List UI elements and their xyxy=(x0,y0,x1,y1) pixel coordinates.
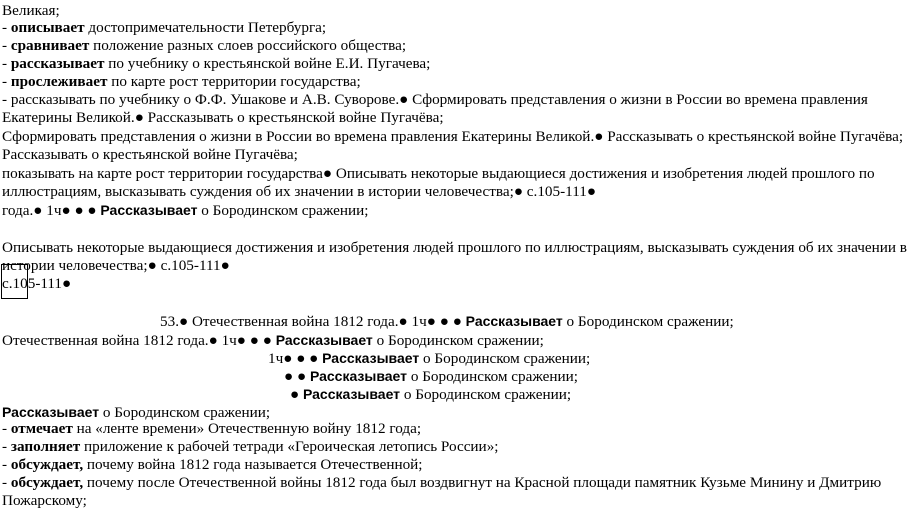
bold-verb: Рассказывает xyxy=(465,313,563,329)
text-line xyxy=(2,183,596,201)
bold-verb: Рассказывает xyxy=(302,386,401,402)
text-line xyxy=(2,201,368,220)
line-text: истории человечества;● с.105-111● xyxy=(2,257,230,274)
bold-verb: сравнивает xyxy=(10,37,90,54)
bold-verb: Рассказывает xyxy=(100,202,198,218)
line-text: 1ч● ● ● xyxy=(268,350,323,367)
line-text: Пожарскому; xyxy=(2,492,87,509)
line-text: о Бородинском сражении; xyxy=(400,386,572,403)
text-line xyxy=(2,91,868,109)
line-text: Великая; xyxy=(2,2,60,19)
text-line xyxy=(2,331,544,350)
line-text: о Бородинском сражении; xyxy=(562,313,734,330)
bold-verb: Рассказывает xyxy=(309,368,408,384)
text-line xyxy=(2,420,421,438)
text-line xyxy=(268,349,590,368)
text-line xyxy=(284,367,578,386)
text-line xyxy=(2,165,875,183)
dash: - xyxy=(2,37,11,54)
text-line xyxy=(2,37,406,55)
line-text: положение разных слоев российского общества; xyxy=(89,37,407,54)
text-line xyxy=(160,312,734,331)
line-text: достопримечательности Петербурга; xyxy=(84,19,327,36)
text-line xyxy=(2,492,87,510)
line-text: с.105-111● xyxy=(2,275,72,292)
line-text: о Бородинском сражении; xyxy=(372,332,544,349)
text-line xyxy=(2,55,430,73)
bold-verb: отмечает xyxy=(10,420,73,437)
line-text: ● xyxy=(290,386,303,403)
line-text: Описывать некоторые выдающиеся достижения и изобретения людей прошлого по иллюстрациям, высказывать суждения об их значении в xyxy=(2,239,907,256)
bold-verb: Рассказывает xyxy=(322,350,420,366)
line-text: иллюстрациям, высказывать суждения об их значении в истории человечества;● с.105-111● xyxy=(2,183,597,200)
text-line xyxy=(2,257,230,275)
empty-table-cell xyxy=(1,264,28,299)
text-line xyxy=(2,438,499,456)
bold-verb: прослеживает xyxy=(10,73,108,90)
line-text: показывать на карте рост территории государства● Описывать некоторые выдающиеся достижения и изобретения людей прошлого по xyxy=(2,165,875,182)
text-line xyxy=(2,146,298,164)
dash: - xyxy=(2,438,11,455)
text-line xyxy=(2,73,361,91)
bold-verb: рассказывает xyxy=(10,55,105,72)
dash: - xyxy=(2,19,11,36)
line-text: о Бородинском сражении; xyxy=(407,368,579,385)
line-text: приложение к рабочей тетради «Героическая летопись России»; xyxy=(80,438,499,455)
text-line xyxy=(2,19,326,37)
line-text: Рассказывать о крестьянской войне Пугачёва; xyxy=(2,146,298,163)
text-line xyxy=(2,474,881,492)
line-text: Екатерины Великой.● Рассказывать о крестьянской войне Пугачёва; xyxy=(2,109,444,126)
text-line xyxy=(290,385,571,404)
text-line xyxy=(2,239,907,257)
text-line xyxy=(2,456,423,474)
text-line xyxy=(2,128,903,146)
bold-verb: Рассказывает xyxy=(2,404,100,420)
line-text: ● ● xyxy=(284,368,310,385)
line-text: о Бородинском сражении; xyxy=(99,404,271,421)
dash: - xyxy=(2,456,11,473)
text-line xyxy=(2,109,444,127)
line-text: о Бородинском сражении; xyxy=(197,202,369,219)
line-text: о Бородинском сражении; xyxy=(419,350,591,367)
text-line xyxy=(2,2,60,20)
line-text: Сформировать представления о жизни в России во времена правления Екатерины Великой.● Рассказывать о крестьянской войне Пугачёва; xyxy=(2,128,904,145)
dash: - xyxy=(2,55,11,72)
line-text: года.● 1ч● ● ● xyxy=(2,202,101,219)
dash: - xyxy=(2,474,11,491)
dash: - xyxy=(2,73,11,90)
bold-verb: заполняет xyxy=(10,438,81,455)
line-text: на «ленте времени» Отечественную войну 1812 года; xyxy=(72,420,422,437)
line-text: 53.● Отечественная война 1812 года.● 1ч● ● ● xyxy=(160,313,466,330)
line-text: - рассказывать по учебнику о Ф.Ф. Ушакове и А.В. Суворове.● Сформировать представления о жизни в России во времена правления xyxy=(2,91,868,108)
dash: - xyxy=(2,420,11,437)
line-text: Отечественная война 1812 года.● 1ч● ● ● xyxy=(2,332,276,349)
line-text: почему война 1812 года называется Отечественной; xyxy=(83,456,423,473)
bold-verb: Рассказывает xyxy=(275,332,373,348)
line-text: почему после Отечественной войны 1812 года был воздвигнут на Красной площади памятник Кузьме Минину и Дмитрию xyxy=(83,474,882,491)
line-text: по учебнику о крестьянской войне Е.И. Пугачева; xyxy=(104,55,431,72)
bold-verb: обсуждает, xyxy=(10,474,84,491)
bold-verb: описывает xyxy=(10,19,85,36)
line-text: по карте рост территории государства; xyxy=(107,73,361,90)
bold-verb: обсуждает, xyxy=(10,456,84,473)
